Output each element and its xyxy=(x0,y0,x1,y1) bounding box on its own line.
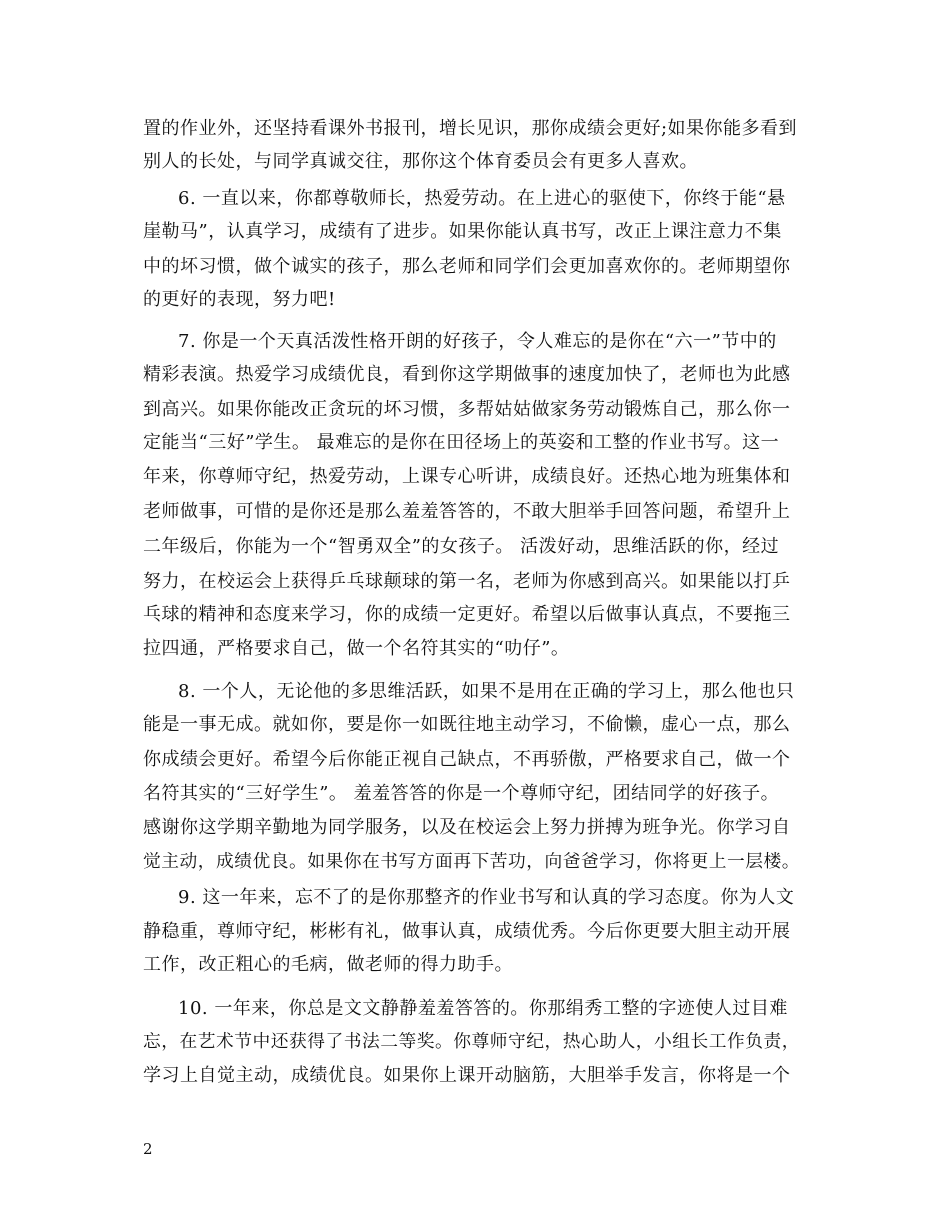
text-line: 感谢你这学期辛勤地为同学服务，以及在校运会上努力拼搏为班争光。你学习自 xyxy=(143,817,791,838)
text-line: 你成绩会更好。希望今后你能正视自己缺点，不再骄傲，严格要求自己，做一个 xyxy=(143,749,791,770)
text-line: 乓球的精神和态度来学习，你的成绩一定更好。希望以后做事认真点，不要拖三 xyxy=(143,604,791,625)
text-line: 精彩表演。热爱学习成绩优良，看到你这学期做事的速度加快了，老师也为此感 xyxy=(143,364,791,385)
text-line: 工作，改正粗心的毛病，做老师的得力助手。 xyxy=(143,954,513,975)
text-line: 静稳重，尊师守纪，彬彬有礼，做事认真，成绩优秀。今后你更要大胆主动开展 xyxy=(143,921,791,942)
text-line: 能是一事无成。就如你，要是你一如既往地主动学习，不偷懒，虚心一点，那么 xyxy=(143,714,791,735)
text-line: 到高兴。如果你能改正贪玩的坏习惯，多帮姑姑做家务劳动锻炼自己，那么你一 xyxy=(143,399,791,420)
text-line: 别人的长处，与同学真诚交往，那你这个体育委员会有更多人喜欢。 xyxy=(143,151,698,172)
text-line: 二年级后，你能为一个“智勇双全”的女孩子。 活泼好动，思维活跃的你，经过 xyxy=(143,536,780,557)
text-line: 学习上自觉主动，成绩优良。如果你上课开动脑筋，大胆举手发言，你将是一个 xyxy=(143,1065,791,1086)
text-line: 忘，在艺术节中还获得了书法二等奖。你尊师守纪，热心助人，小组长工作负责， xyxy=(143,1032,801,1052)
text-line: 觉主动，成绩优良。如果你在书写方面再下苦功，向爸爸学习，你将更上一层楼。 xyxy=(143,852,801,872)
text-line: 8. 一个人，无论他的多思维活跃，如果不是用在正确的学习上，那么他也只 xyxy=(178,681,795,702)
text-line: 10. 一年来，你总是文文静静羞羞答答的。你那绢秀工整的字迹使人过目难 xyxy=(178,998,788,1019)
text-line: 名符其实的“三好学生”。 羞羞答答的你是一个尊师守纪，团结同学的好孩子。 xyxy=(143,783,780,804)
text-line: 置的作业外，还坚持看课外书报刊，增长见识，那你成绩会更好;如果你能多看到 xyxy=(143,118,798,139)
text-line: 中的坏习惯，做个诚实的孩子，那么老师和同学们会更加喜欢你的。老师期望你 xyxy=(143,256,791,277)
text-line: 年来，你尊师守纪，热爱劳动，上课专心听讲，成绩良好。还热心地为班集体和 xyxy=(143,466,791,487)
text-line: 6. 一直以来，你都尊敬师长，热爱劳动。在上进心的驱使下，你终于能“悬 xyxy=(178,188,786,209)
text-line: 老师做事，可惜的是你还是那么羞羞答答的，不敢大胆举手回答问题，希望升上 xyxy=(143,501,791,522)
text-line: 努力，在校运会上获得乒乓球颠球的第一名，老师为你感到高兴。如果能以打乒 xyxy=(143,571,791,592)
text-line: 拉四通，严格要求自己，做一个名符其实的“叻仔”。 xyxy=(143,638,570,659)
text-line: 崖勒马”，认真学习，成绩有了进步。如果你能认真书写，改正上课注意力不集 xyxy=(143,221,782,242)
page-number: 2 xyxy=(143,1140,153,1158)
text-line: 定能当“三好”学生。 最难忘的是你在田径场上的英姿和工整的作业书写。这一 xyxy=(143,432,780,453)
text-line: 9. 这一年来，忘不了的是你那整齐的作业书写和认真的学习态度。你为人文 xyxy=(178,887,795,908)
text-line: 的更好的表现，努力吧! xyxy=(143,289,336,310)
text-line: 7. 你是一个天真活泼性格开朗的好孩子，令人难忘的是你在“六一”节中的 xyxy=(178,331,777,352)
